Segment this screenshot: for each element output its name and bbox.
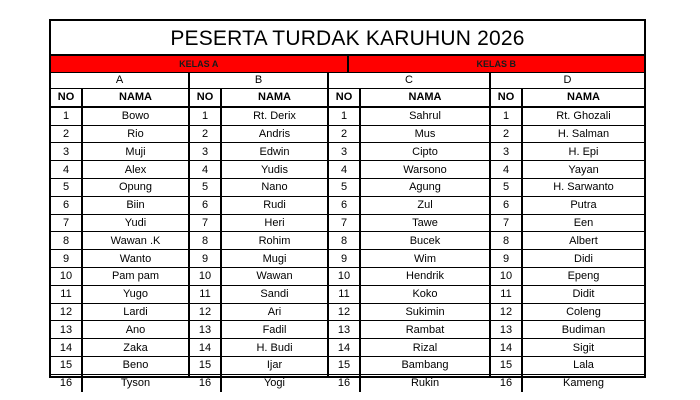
participant-name: Ijar [221, 356, 327, 374]
participant-name: Rambat [360, 321, 489, 339]
table-row [51, 339, 188, 357]
participant-number: 7 [190, 214, 221, 232]
participant-number: 12 [491, 303, 522, 321]
participant-number: 9 [491, 250, 522, 268]
participant-number: 7 [329, 214, 360, 232]
participant-number: 1 [491, 107, 522, 125]
table-row [190, 250, 327, 268]
column-header-nama: NAMA [360, 89, 489, 107]
group-b [188, 73, 327, 390]
table-row [51, 143, 188, 161]
participant-number: 4 [190, 161, 221, 179]
participant-sheet [49, 19, 646, 390]
participant-number: 5 [329, 178, 360, 196]
table-row [329, 178, 489, 196]
participant-number: 14 [329, 339, 360, 357]
table-row [190, 214, 327, 232]
participant-number: 9 [190, 250, 221, 268]
participant-name: Kameng [563, 377, 604, 390]
participant-number: 16 [329, 374, 360, 391]
column-header-row [51, 89, 188, 107]
participant-name: Biin [82, 196, 188, 214]
participant-name: Epeng [522, 267, 644, 285]
participant-name: Putra [522, 196, 644, 214]
table-row [190, 232, 327, 250]
table-row [329, 143, 489, 161]
participant-number: 2 [329, 125, 360, 143]
participant-name: Yayan [522, 161, 644, 179]
table-row [190, 267, 327, 285]
participant-number: 13 [51, 321, 82, 339]
participant-name: Lardi [82, 303, 188, 321]
group-c [327, 73, 489, 390]
participant-number: 9 [51, 250, 82, 268]
table-row [190, 374, 327, 391]
participant-number: 9 [329, 250, 360, 268]
table-row [190, 143, 327, 161]
participant-number: 3 [190, 143, 221, 161]
column-header-no: NO [329, 89, 360, 107]
participant-name: Lala [522, 356, 644, 374]
participant-name: Yogi [263, 377, 285, 390]
participant-number: 8 [51, 232, 82, 250]
table-row [491, 267, 644, 285]
participant-number: 11 [491, 285, 522, 303]
table-row [51, 125, 188, 143]
participant-number: 4 [51, 161, 82, 179]
group-label: A [51, 73, 188, 89]
participant-name: Muji [82, 143, 188, 161]
participant-number: 7 [51, 214, 82, 232]
participant-number: 16 [491, 374, 522, 391]
participant-number: 15 [51, 356, 82, 374]
table-row [491, 178, 644, 196]
participant-name: Beno [82, 356, 188, 374]
table-row [51, 178, 188, 196]
participant-name: Albert [522, 232, 644, 250]
participant-number: 5 [491, 178, 522, 196]
column-header-nama: NAMA [522, 89, 644, 107]
table-row [491, 321, 644, 339]
participant-name: H. Salman [522, 125, 644, 143]
participant-name: H. Budi [221, 339, 327, 357]
participant-name: Rio [82, 125, 188, 143]
table-row [329, 303, 489, 321]
participant-number: 11 [51, 285, 82, 303]
participant-number: 6 [329, 196, 360, 214]
participant-name: H. Epi [522, 143, 644, 161]
participant-number: 1 [190, 107, 221, 125]
participant-name: Coleng [522, 303, 644, 321]
participant-number: 16 [190, 374, 221, 391]
participant-name: Rizal [360, 339, 489, 357]
participant-number: 2 [51, 125, 82, 143]
participant-number: 16 [51, 374, 82, 391]
class-header-row [51, 56, 644, 73]
participant-name: Cipto [360, 143, 489, 161]
participant-name: Warsono [360, 161, 489, 179]
participant-number: 12 [190, 303, 221, 321]
participant-number: 10 [329, 267, 360, 285]
participant-name: Tawe [360, 214, 489, 232]
table-row [190, 321, 327, 339]
participant-number: 13 [329, 321, 360, 339]
table-row [329, 125, 489, 143]
participant-name: Mugi [221, 250, 327, 268]
participant-number: 3 [51, 143, 82, 161]
participant-number: 13 [190, 321, 221, 339]
table-row [51, 196, 188, 214]
participant-table [329, 89, 489, 392]
class-header-a: KELAS A [51, 56, 347, 72]
table-row [329, 214, 489, 232]
table-row [51, 356, 188, 374]
participant-name: Zaka [82, 339, 188, 357]
participant-name: Wim [360, 250, 489, 268]
column-header-row [190, 89, 327, 107]
table-row [190, 161, 327, 179]
participant-number: 14 [51, 339, 82, 357]
table-row [51, 285, 188, 303]
participant-name: Ari [221, 303, 327, 321]
participant-number: 8 [491, 232, 522, 250]
participant-number: 1 [329, 107, 360, 125]
table-row [51, 214, 188, 232]
participant-number: 8 [190, 232, 221, 250]
participant-number: 8 [329, 232, 360, 250]
participant-name: Sahrul [360, 107, 489, 125]
participant-name: Nano [221, 178, 327, 196]
participant-number: 11 [329, 285, 360, 303]
table-row [491, 232, 644, 250]
table-row [491, 356, 644, 374]
participant-name: Een [522, 214, 644, 232]
column-header-no: NO [190, 89, 221, 107]
column-header-no: NO [51, 89, 82, 107]
participant-number: 15 [190, 356, 221, 374]
participant-name: Bambang [360, 356, 489, 374]
participant-name: Sukimin [360, 303, 489, 321]
participant-number: 2 [491, 125, 522, 143]
table-row [491, 143, 644, 161]
column-header-nama: NAMA [82, 89, 188, 107]
participant-number: 12 [51, 303, 82, 321]
group-label: B [190, 73, 327, 89]
table-row [190, 303, 327, 321]
participant-number: 14 [190, 339, 221, 357]
table-row [190, 178, 327, 196]
participant-number: 10 [190, 267, 221, 285]
participant-name: Sandi [221, 285, 327, 303]
table-row [491, 125, 644, 143]
participant-number: 12 [329, 303, 360, 321]
table-row [329, 356, 489, 374]
participant-number: 2 [190, 125, 221, 143]
table-row [190, 339, 327, 357]
column-header-nama: NAMA [221, 89, 327, 107]
participant-name: Yudis [221, 161, 327, 179]
table-row [329, 161, 489, 179]
table-row [329, 267, 489, 285]
class-header-b: KELAS B [347, 56, 645, 72]
table-row [491, 374, 644, 391]
participant-number: 4 [491, 161, 522, 179]
participant-table [491, 89, 644, 392]
table-row [491, 285, 644, 303]
sheet-title: PESERTA TURDAK KARUHUN 2026 [51, 21, 644, 56]
table-row [491, 250, 644, 268]
table-row [491, 161, 644, 179]
table-row [51, 107, 188, 125]
group-a [51, 73, 188, 390]
participant-name: Wawan .K [82, 232, 188, 250]
participant-number: 15 [329, 356, 360, 374]
group-label: D [491, 73, 644, 89]
participant-name: Bucek [360, 232, 489, 250]
table-row [329, 107, 489, 125]
table-row [491, 339, 644, 357]
participant-name: Budiman [522, 321, 644, 339]
participant-number: 11 [190, 285, 221, 303]
table-row [51, 267, 188, 285]
participant-number: 7 [491, 214, 522, 232]
table-row [190, 196, 327, 214]
participant-name: Rukin [410, 377, 440, 390]
table-row [51, 303, 188, 321]
participant-number: 6 [51, 196, 82, 214]
participant-name: Agung [360, 178, 489, 196]
participant-name: Rt. Ghozali [522, 107, 644, 125]
participant-name: Heri [221, 214, 327, 232]
participant-name: Rohim [221, 232, 327, 250]
participant-name: Rt. Derix [221, 107, 327, 125]
table-row [329, 196, 489, 214]
participant-number: 10 [51, 267, 82, 285]
table-row [329, 232, 489, 250]
table-row [491, 107, 644, 125]
participant-name: Tyson [120, 377, 151, 390]
participant-name: Yudi [82, 214, 188, 232]
participant-name: Opung [82, 178, 188, 196]
participant-name: Wawan [221, 267, 327, 285]
participant-name: Didit [522, 285, 644, 303]
table-row [329, 374, 489, 391]
participant-table [190, 89, 327, 392]
column-header-row [491, 89, 644, 107]
participant-number: 10 [491, 267, 522, 285]
table-row [190, 107, 327, 125]
column-header-no: NO [491, 89, 522, 107]
table-row [329, 285, 489, 303]
table-row [190, 125, 327, 143]
participant-table [51, 89, 188, 392]
table-row [51, 232, 188, 250]
participant-name: Andris [221, 125, 327, 143]
table-row [329, 250, 489, 268]
participant-number: 14 [491, 339, 522, 357]
participant-number: 3 [491, 143, 522, 161]
participant-name: Bowo [82, 107, 188, 125]
participant-number: 5 [51, 178, 82, 196]
table-row [491, 214, 644, 232]
participant-number: 4 [329, 161, 360, 179]
table-row [491, 303, 644, 321]
participant-name: Pam pam [82, 267, 188, 285]
participant-name: Wanto [82, 250, 188, 268]
participant-name: Koko [360, 285, 489, 303]
participant-number: 6 [190, 196, 221, 214]
table-row [329, 339, 489, 357]
table-row [51, 161, 188, 179]
participant-name: Edwin [221, 143, 327, 161]
participant-name: Fadil [221, 321, 327, 339]
participant-name: Zul [360, 196, 489, 214]
participant-name: Hendrik [360, 267, 489, 285]
participant-number: 13 [491, 321, 522, 339]
participant-name: Rudi [221, 196, 327, 214]
group-label: C [329, 73, 489, 89]
participant-number: 5 [190, 178, 221, 196]
group-d [489, 73, 644, 390]
column-header-row [329, 89, 489, 107]
participant-name: Sigit [522, 339, 644, 357]
participant-name: Ano [82, 321, 188, 339]
table-row [491, 196, 644, 214]
participant-number: 6 [491, 196, 522, 214]
participant-number: 15 [491, 356, 522, 374]
participant-number: 3 [329, 143, 360, 161]
participant-name: Alex [82, 161, 188, 179]
table-row [190, 356, 327, 374]
participant-number: 1 [51, 107, 82, 125]
participant-name: H. Sarwanto [522, 178, 644, 196]
group-tables [51, 73, 644, 390]
participant-name: Didi [522, 250, 644, 268]
table-row [190, 285, 327, 303]
table-row [329, 321, 489, 339]
table-row [51, 374, 188, 391]
participant-name: Yugo [82, 285, 188, 303]
table-row [51, 321, 188, 339]
table-row [51, 250, 188, 268]
participant-name: Mus [360, 125, 489, 143]
